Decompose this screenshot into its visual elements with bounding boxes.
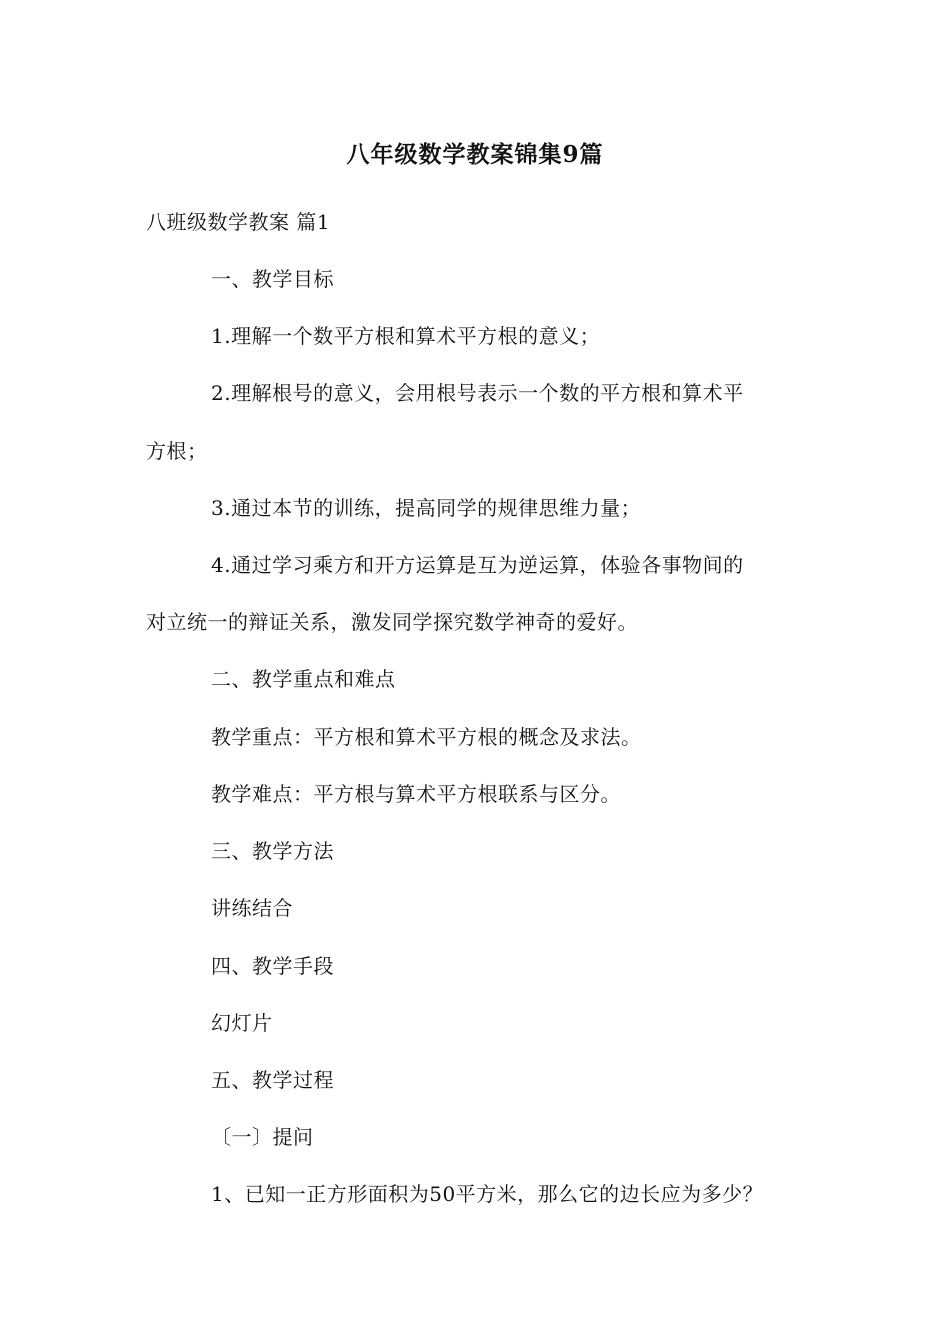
section-heading: 八班级数学教案 篇1 <box>146 210 331 234</box>
heading-teaching-process: 五、教学过程 <box>211 1068 334 1092</box>
paragraph-goal-2-cont: 方根； <box>146 439 208 463</box>
paragraph-teaching-method: 讲练结合 <box>211 896 293 920</box>
paragraph-goal-1: 1.理解一个数平方根和算术平方根的意义； <box>211 324 601 348</box>
heading-teaching-goals: 一、教学目标 <box>211 267 334 291</box>
paragraph-goal-4-cont: 对立统一的辩证关系，激发同学探究数学神奇的爱好。 <box>146 610 638 634</box>
paragraph-goal-3: 3.通过本节的训练，提高同学的规律思维力量； <box>211 496 642 520</box>
paragraph-teaching-means: 幻灯片 <box>211 1011 273 1035</box>
paragraph-key-point: 教学重点：平方根和算术平方根的概念及求法。 <box>211 725 642 749</box>
paragraph-goal-2: 2.理解根号的意义，会用根号表示一个数的平方根和算术平 <box>211 381 744 405</box>
document-title: 八年级数学教案锦集9篇 <box>346 141 604 168</box>
paragraph-difficulty: 教学难点：平方根与算术平方根联系与区分。 <box>211 782 621 806</box>
heading-teaching-method: 三、教学方法 <box>211 839 334 863</box>
heading-teaching-means: 四、教学手段 <box>211 954 334 978</box>
paragraph-goal-4: 4.通过学习乘方和开方运算是互为逆运算，体验各事物间的 <box>211 553 744 577</box>
subheading-question: 〔一〕提问 <box>211 1125 314 1149</box>
heading-key-points: 二、教学重点和难点 <box>211 667 396 691</box>
paragraph-question-1: 1、已知一正方形面积为50平方米，那么它的边长应为多少？ <box>211 1182 764 1206</box>
